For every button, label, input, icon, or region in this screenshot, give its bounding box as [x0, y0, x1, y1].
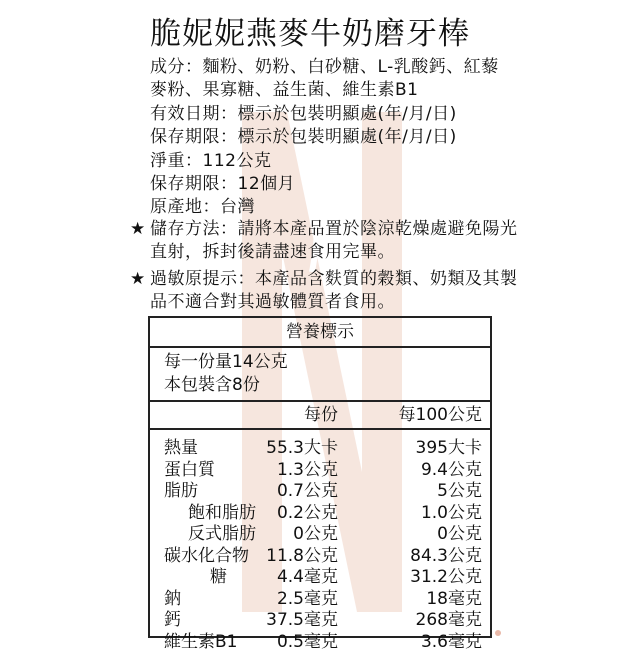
product-info	[150, 56, 530, 220]
column-headers	[150, 402, 490, 430]
servings-per-pack: 本包裝含8份	[164, 374, 490, 397]
nutrition-row	[150, 589, 490, 611]
decorative-dot	[495, 630, 501, 636]
nutrient-name: 飽和脂肪	[188, 503, 256, 525]
per-100g-value: 0公克	[437, 524, 482, 546]
per-100g-value: 5公克	[437, 481, 482, 503]
info-line: 有效日期：標示於包裝明顯處(年/月/日)	[150, 103, 530, 126]
allergen-note-text: 過敏原提示：本產品含麩質的穀類、奶類及其製品不適合對其過敏體質者食用。	[150, 268, 530, 314]
nutrient-name: 碳水化合物	[164, 546, 249, 568]
info-line: 成分：麵粉、奶粉、白砂糖、L-乳酸鈣、紅藜	[150, 56, 530, 79]
col-per-100g: 每100公克	[399, 402, 482, 428]
storage-note	[130, 218, 530, 264]
nutrient-name: 鈉	[164, 589, 181, 611]
per-serving-value: 11.8公克	[266, 546, 338, 568]
info-line: 淨重：112公克	[150, 150, 530, 173]
per-100g-value: 1.0公克	[421, 503, 482, 525]
product-title: 脆妮妮燕麥牛奶磨牙棒	[150, 8, 470, 53]
nutrient-name: 蛋白質	[164, 460, 215, 482]
nutrient-name: 反式脂肪	[188, 524, 256, 546]
nutrition-table	[148, 316, 492, 638]
per-serving-value: 2.5毫克	[277, 589, 338, 611]
nutrition-row	[150, 460, 490, 482]
notes	[130, 218, 530, 318]
nutrient-name: 熱量	[164, 438, 198, 460]
allergen-note	[130, 268, 530, 314]
serving-size: 每一份量14公克	[164, 351, 490, 374]
star-icon: ★	[130, 218, 145, 241]
star-icon: ★	[130, 268, 145, 291]
per-serving-value: 4.4毫克	[277, 567, 338, 589]
per-100g-value: 18毫克	[426, 589, 482, 611]
nutrient-name: 脂肪	[164, 481, 198, 503]
per-serving-value: 37.5毫克	[266, 610, 338, 632]
nutrition-row	[150, 438, 490, 460]
per-100g-value: 84.3公克	[410, 546, 482, 568]
nutrition-row	[150, 610, 490, 632]
info-line: 保存期限：12個月	[150, 173, 530, 196]
per-100g-value: 31.2公克	[410, 567, 482, 589]
per-serving-value: 0.5毫克	[277, 632, 338, 653]
nutrition-row	[150, 481, 490, 503]
info-line: 麥粉、果寡糖、益生菌、維生素B1	[150, 79, 530, 102]
per-serving-value: 55.3大卡	[266, 438, 338, 460]
nutrition-row	[150, 632, 490, 653]
nutrition-row	[150, 567, 490, 589]
per-serving-value: 0.2公克	[277, 503, 338, 525]
serving-info	[150, 348, 490, 402]
nutrition-title: 營養標示	[150, 318, 490, 348]
nutrient-name: 鈣	[164, 610, 181, 632]
nutrient-name: 糖	[210, 567, 227, 589]
nutrient-name: 維生素B1	[164, 632, 237, 653]
per-100g-value: 9.4公克	[421, 460, 482, 482]
nutrition-row	[150, 546, 490, 568]
nutrition-rows	[150, 430, 490, 653]
info-line: 原產地：台灣	[150, 196, 530, 219]
per-100g-value: 3.6毫克	[421, 632, 482, 653]
per-serving-value: 1.3公克	[277, 460, 338, 482]
nutrition-row	[150, 524, 490, 546]
nutrition-row	[150, 503, 490, 525]
col-per-serving: 每份	[304, 402, 338, 428]
info-line: 保存期限：標示於包裝明顯處(年/月/日)	[150, 126, 530, 149]
per-serving-value: 0.7公克	[277, 481, 338, 503]
per-serving-value: 0公克	[293, 524, 338, 546]
storage-note-text: 儲存方法：請將本產品置於陰涼乾燥處避免陽光直射，拆封後請盡速食用完畢。	[150, 218, 530, 264]
per-100g-value: 395大卡	[416, 438, 482, 460]
per-100g-value: 268毫克	[416, 610, 482, 632]
